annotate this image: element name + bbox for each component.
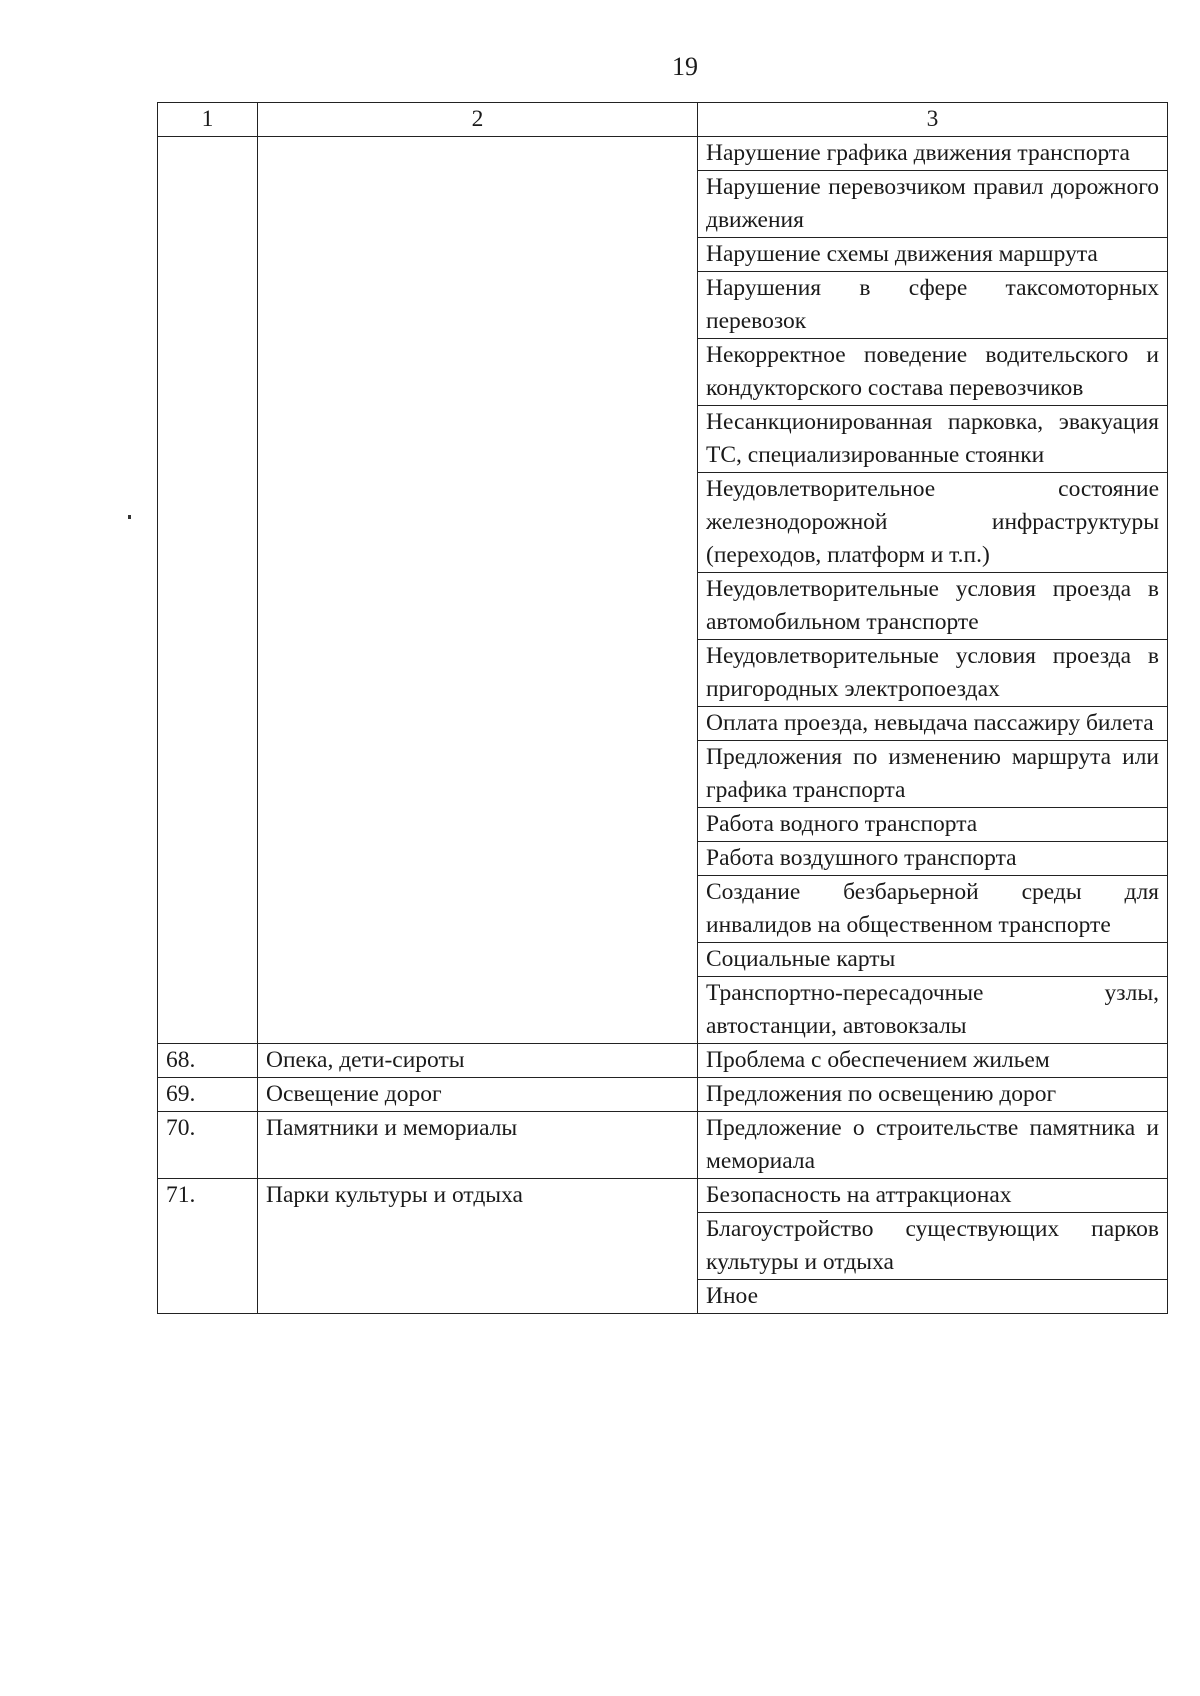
- subtopic-cell: Транспортно-пересадочные узлы, автостанции, автовокзалы: [698, 977, 1168, 1044]
- subtopic-cell: Неудовлетворительные условия проезда в пригородных электропоездах: [698, 640, 1168, 707]
- subtopic-cell: Несанкционированная парковка, эвакуация ТС, специализированные стоянки: [698, 406, 1168, 473]
- table-row: [158, 1112, 1168, 1179]
- subtopic-cell: Некорректное поведение водительского и кондукторского состава перевозчиков: [698, 339, 1168, 406]
- row-number-cell: 68.: [158, 1044, 258, 1078]
- subtopic-cell: Предложения по изменению маршрута или графика транспорта: [698, 741, 1168, 808]
- subtopic-cell: Предложение о строительстве памятника и мемориала: [698, 1112, 1168, 1179]
- subtopic-cell: Нарушение графика движения транспорта: [698, 137, 1168, 171]
- subtopic-cell: Работа водного транспорта: [698, 808, 1168, 842]
- subtopic-cell: Создание безбарьерной среды для инвалидов на общественном транспорте: [698, 876, 1168, 943]
- topic-cell: Освещение дорог: [258, 1078, 698, 1112]
- subtopic-cell: Проблема с обеспечением жильем: [698, 1044, 1168, 1078]
- subtopic-cell: Неудовлетворительные условия проезда в автомобильном транспорте: [698, 573, 1168, 640]
- table-row: [158, 1179, 1168, 1213]
- row-number-cell: [158, 137, 258, 1044]
- topic-cell: Парки культуры и отдыха: [258, 1179, 698, 1314]
- topic-cell: [258, 137, 698, 1044]
- subtopic-cell: Социальные карты: [698, 943, 1168, 977]
- column-header-1: 1: [158, 103, 258, 137]
- table-row: [158, 1078, 1168, 1112]
- topic-cell: Опека, дети-сироты: [258, 1044, 698, 1078]
- topic-cell: Памятники и мемориалы: [258, 1112, 698, 1179]
- table-row: [158, 137, 1168, 171]
- table-row: [158, 1044, 1168, 1078]
- subtopic-cell: Нарушение схемы движения маршрута: [698, 238, 1168, 272]
- row-number-cell: 71.: [158, 1179, 258, 1314]
- topics-table: [157, 102, 1168, 1314]
- scan-speck: [128, 515, 131, 519]
- subtopic-cell: Нарушение перевозчиком правил дорожного движения: [698, 171, 1168, 238]
- row-number-cell: 70.: [158, 1112, 258, 1179]
- subtopic-cell: Безопасность на аттракционах: [698, 1179, 1168, 1213]
- row-number-cell: 69.: [158, 1078, 258, 1112]
- header-row: [158, 103, 1168, 137]
- subtopic-cell: Нарушения в сфере таксомоторных перевозок: [698, 272, 1168, 339]
- subtopic-cell: Предложения по освещению дорог: [698, 1078, 1168, 1112]
- table-body: [158, 137, 1168, 1314]
- subtopic-cell: Благоустройство существующих парков культуры и отдыха: [698, 1213, 1168, 1280]
- subtopic-cell: Работа воздушного транспорта: [698, 842, 1168, 876]
- subtopic-cell: Оплата проезда, невыдача пассажиру билета: [698, 707, 1168, 741]
- column-header-2: 2: [258, 103, 698, 137]
- column-header-3: 3: [698, 103, 1168, 137]
- page-number: 19: [672, 52, 698, 81]
- subtopic-cell: Иное: [698, 1280, 1168, 1314]
- subtopic-cell: Неудовлетворительное состояние железнодорожной инфраструктуры (переходов, платформ и т.п.): [698, 473, 1168, 573]
